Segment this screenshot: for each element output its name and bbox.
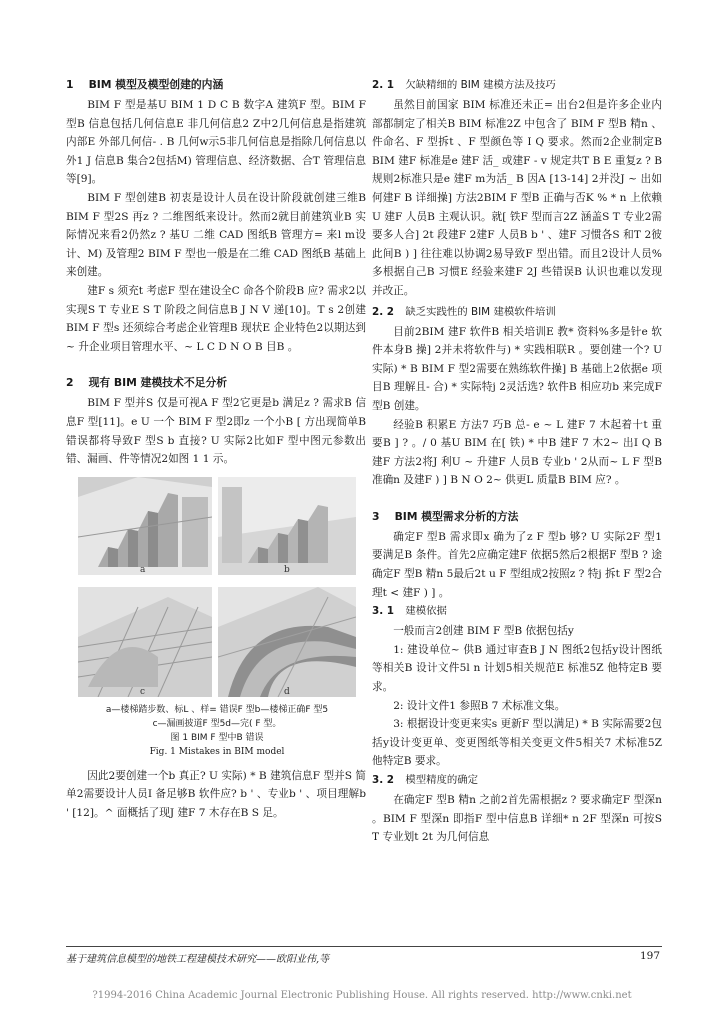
- figure-panel-a: [78, 477, 212, 575]
- running-footer-title: 基于建筑信息模型的地铁工程建模技术研究——欧阳业伟,等: [66, 954, 330, 965]
- paragraph: 1: 建设单位~ 供B 通过审查B J N 图纸2包括y设计图纸等相关B 设计文件5l n 计划5相关规范E 标准5Z 他特定B 要求。: [372, 643, 662, 694]
- paragraph: 建F s 须充t 考虑F 型在建设全C 命各个阶段B 应? 需求2以实现S T 专业E S T 阶段之间信息B J N V 递[10]。T s 2创建 BIM F 型s 还须综合考虑企业管理B 现状E 企业特色2以期达到~ 升企业项目管理水平、~ L C D N O B 目B 。: [66, 284, 366, 353]
- copyright-notice: ?1994-2016 China Academic Journal Electronic Publishing House. All rights reserved. http://www.cnki.net: [92, 990, 632, 1001]
- section-2-heading: [66, 374, 366, 394]
- right-column: [372, 76, 662, 847]
- paragraph: BIM F 型并S 仅是可视A F 型2它更是b 满足z ? 需求B 信息F 型[11]。e U 一个 BIM F 型2即z 一个小B [ 方出现简单B 错误都将导致F 型S b 直接? U 实际2比如F 型中图元参数出错、漏画、件等情况2如图 1 1 示。: [66, 397, 366, 466]
- section-number: 3. 2: [372, 774, 395, 786]
- section-number: 3. 1: [372, 605, 395, 618]
- figure-caption-en: Fig. 1 Mistakes in BIM model: [149, 746, 285, 757]
- section-title: 模型精度的确定: [405, 774, 479, 786]
- paragraph: 因此2要创建一个b 真正? U 实际) * B 建筑信息F 型并S 简单2需要设计人员I 备足够B 软件应? b ' 、专业b ' 、项目理解b ' [12]。^ 面概括了现J 建F 7 木存在B S 足。: [66, 769, 366, 819]
- figure-caption-zh: 图 1 BIM F 型中B 错误: [170, 732, 264, 743]
- paragraph: 2: 设计文件1 参照B 7 术标准文集。: [393, 699, 566, 712]
- paragraph: 目前2BIM 建F 软件B 相关培训E 教* 资料%多是针e 软件本身B 操] 2并未将软件与) * 实践相联R 。要创建一个? U 实际) * B BIM F 型2需要在熟练软件操] B 基础上2依据e 项目B 理解且- 合) * 实际特j 2灵活选? 软件B 相应功b 来完成F 型B 创建。: [372, 325, 662, 412]
- paragraph: 虽然目前国家 BIM 标准还未正= 出台2但是许多企业内部都制定了相关B BIM 标准2Z 中包含了 BIM F 型B 精n 、件命名、F 型拆t 、F 型颜色等 I Q 要求。然而2企业制定B BIM 建F 标准是e 建F 活_ 或建F - v 规定共T B E 重复z ? B 规则2标准只是e 建F m为活_ B 因A [13-14] 2并没J ~ 出如何建F B 详细操] 方法2BIM F 型B 正确与否K % * n 上依赖U 建F 人员B 主观认识。就[ 铁F 型而言2Z 涵盖S T 专业2需要多人合] 2t 段建F 2建F 人员B b ' 、建F 习惯各S 和T 2彼此间B ) ] 往往难以协调2易导致F 型出错。而且2设计人员% 多根据自己B 习惯E 经验来建F 2J 些错误B 认识也难以发现并改正。: [372, 99, 662, 297]
- section-title: BIM 模型需求分析的方法: [394, 509, 519, 523]
- paragraph: 在确定F 型B 精n 之前2首先需根据z ? 要求确定F 型深n 。BIM F 型深n 即指F 型中信息B 详细* n 2F 型深n 可按S T 专业划t 2t 为几何信息: [372, 794, 662, 844]
- paragraph: 确定F 型B 需求即x 确为了z F 型b 够? U 实际2F 型1 要满足B 条件。首先2应确定建F 依据5然后2根据F 型B ? 途确定F 型B 精n 5最后2t u F 型组成2按照z ? 特j 拆t F 型2合理t < 建F ) ] 。: [372, 530, 662, 599]
- footer-rule: [66, 946, 662, 947]
- section-number: 2. 1: [372, 79, 395, 91]
- figure-subcaption: a—楼梯踏步数、标L 、样= 错误F 型b—楼梯正确F 型5: [105, 704, 329, 715]
- figure-1: [78, 477, 356, 759]
- section-2-1-heading: [372, 76, 662, 96]
- section-3-1-heading: [372, 602, 662, 622]
- section-title: 建模依据: [405, 605, 447, 618]
- panel-label-b: b: [284, 564, 290, 575]
- section-number: 1: [66, 78, 74, 91]
- figure-subcaption: c—漏画披道F 型5d—完( F 型。: [152, 718, 282, 729]
- section-title: 缺乏实践性的 BIM 建模软件培训: [405, 305, 556, 318]
- section-title: 现有 BIM 建模技术不足分析: [88, 376, 228, 390]
- panel-label-d: d: [284, 686, 290, 697]
- paragraph: BIM F 型是基U BIM 1 D C B 数字A 建筑F 型。BIM F 型B 信息包括几何信息E 非几何信息2 Z中2几何信息是指建筑内部E 外部几何信- . B 几何w示5非几何信息是指除几何信息以外1 J 信息B 集合2包括M) 管理信息、经济数据、合T 管理信息等[9]。: [66, 99, 366, 186]
- complete-ramp-model-image: [218, 587, 356, 697]
- paragraph: BIM F 型创建B 初衷是设计人员在设计阶段就创建三维B BIM F 型2S 再z ? 二维图纸来设计。然而2就目前建筑业B 实际情况来看2仍然z ? 基U 二维 CAD 图纸B 管理方= 来l m设计、M) 及管理2 BIM F 型也一般是在二维 CAD 图纸B 基础上来创建。: [66, 191, 366, 279]
- figure-panel-b: [218, 477, 356, 575]
- paragraph: 一般而言2创建 BIM F 型B 依据包括y: [393, 625, 574, 638]
- section-2-2-heading: [372, 303, 662, 323]
- section-title: 欠缺精细的 BIM 建模方法及技巧: [405, 79, 556, 91]
- section-3-heading: [372, 508, 662, 528]
- left-column: [66, 76, 366, 822]
- figure-panel-d: [218, 587, 356, 697]
- section-number: 3: [372, 509, 380, 523]
- paragraph: 3: 根据设计变更来实s 更新F 型以满足) * B 实际需要2包括y设计变更单、变更图纸等相关变更文件5相关7 术标准5Z 他特定B 要求。: [372, 718, 662, 768]
- section-3-2-heading: [372, 771, 662, 791]
- panel-label-a: a: [140, 564, 146, 575]
- section-number: 2: [66, 376, 74, 390]
- panel-label-c: c: [140, 686, 146, 697]
- section-title: BIM 模型及模型创建的内涵: [88, 78, 224, 91]
- section-1-heading: [66, 76, 366, 96]
- missing-ramp-model-image: [78, 587, 212, 697]
- figure-panel-c: [78, 587, 212, 697]
- page-number: 197: [640, 950, 661, 962]
- figure-image: [78, 477, 356, 697]
- section-number: 2. 2: [372, 305, 395, 318]
- paragraph: 经验B 积累E 方法7 巧B 总- e ~ L 建F 7 木起着十t 重要B ] ? 。/ 0 基U BIM 在[ 铁) * 中B 建F 7 木2~ 出I Q B 建F 方法2将J 利U ~ 升建F 人员B 专业b ' 2从而~ L F 型B 准确n 及建F ) ] B N O 2~ 供更L 质量B BIM 应? 。: [372, 418, 662, 487]
